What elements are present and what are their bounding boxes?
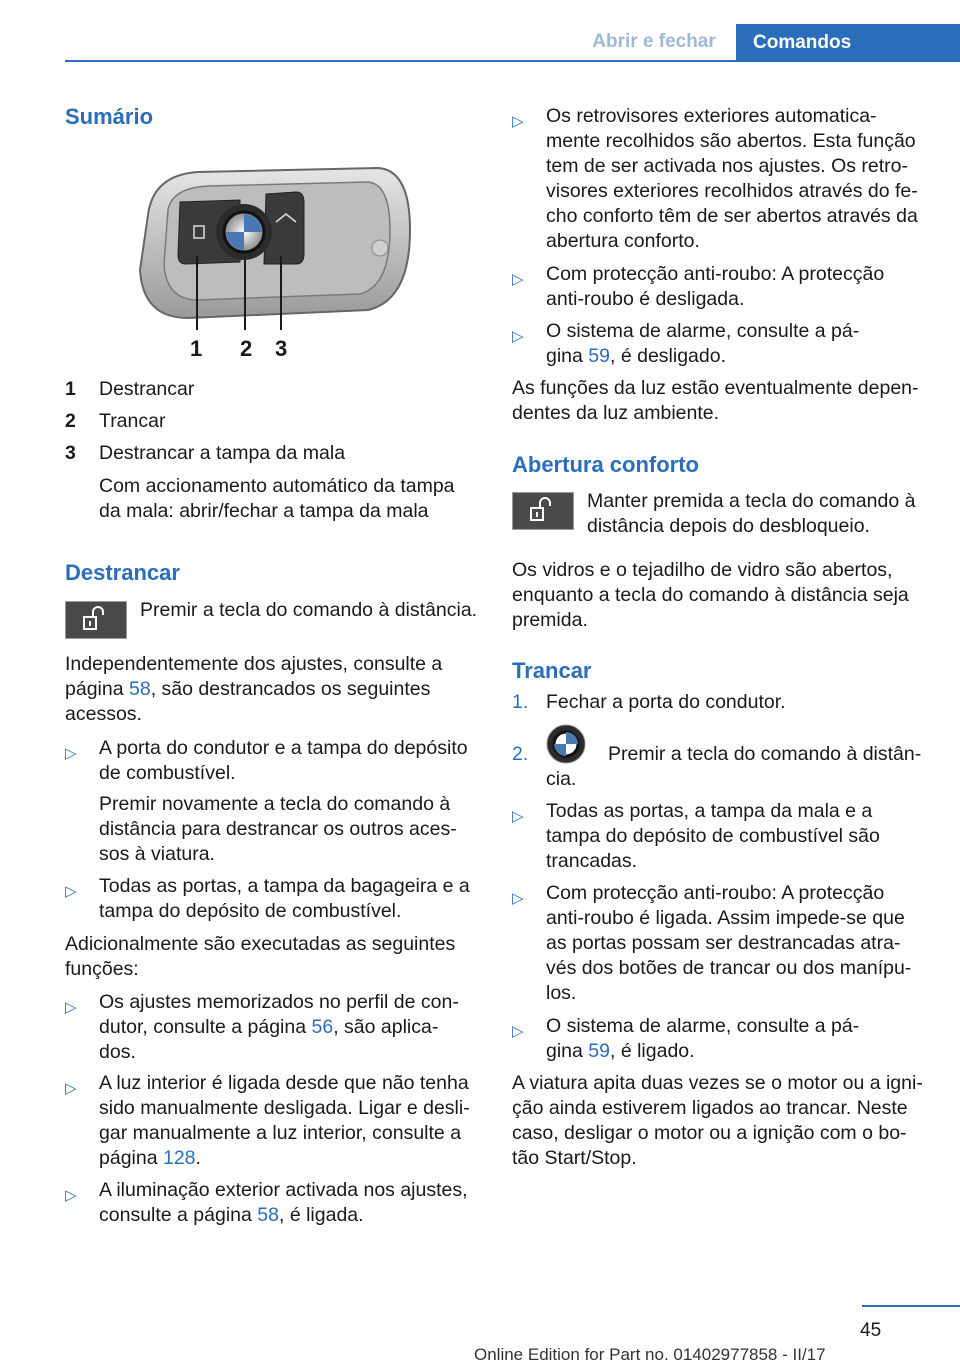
section-title-trancar: Trancar — [512, 658, 592, 683]
callout-3: 3 — [275, 336, 288, 360]
footer-rule — [862, 1305, 960, 1307]
bullet-icon: ▷ — [65, 1187, 77, 1204]
bullet-icon: ▷ — [65, 999, 77, 1016]
bullet-portas-trancadas: Todas as portas, a tampa da mala e a tampa do depósito de combustível são trancadas. — [546, 800, 880, 872]
tab-abrir-e-fechar[interactable]: Abrir e fechar — [592, 31, 716, 52]
list-num-2: 2 — [65, 410, 76, 432]
lock-para: A viatura apita duas vezes se o motor ou a igni- ção ainda estiverem ligados ao trancar. Neste caso, desligar o motor ou a ignição com o bo- tão Start/Stop. — [512, 1072, 923, 1169]
bullet-porta-condutor: A porta do condutor e a tampa do depósito de combustível. — [99, 737, 468, 784]
unlock-para1: Independentemente dos ajustes, consulte a página 58, são destrancados os seguintes acessos. — [65, 653, 443, 725]
bullet-icon: ▷ — [65, 883, 77, 900]
section-title-abertura-conforto: Abertura conforto — [512, 452, 699, 477]
footer-edition: Online Edition for Part no. 01402977858 - II/17 — [474, 1345, 826, 1364]
bullet-icon: ▷ — [65, 745, 77, 762]
page-link-56[interactable]: 56 — [311, 1016, 334, 1038]
bullet-todas-portas: Todas as portas, a tampa da bagageira e a tampa do depósito de combustível. — [99, 875, 470, 922]
bullet-icon: ▷ — [512, 890, 524, 907]
page-link-59[interactable]: 59 — [588, 345, 610, 367]
unlock-para3: As funções da luz estão eventualmente depen- dentes da luz ambiente. — [512, 377, 919, 424]
unlock-button-icon — [65, 601, 127, 639]
list-item-tampa: Destrancar a tampa da mala — [99, 442, 346, 464]
step-premir-tecla: Premir a tecla do comando à distân- cia. — [546, 743, 922, 790]
tab-comandos[interactable]: Comandos — [736, 24, 960, 61]
step-fechar-porta: Fechar a porta do condutor. — [546, 691, 786, 713]
bullet-icon: ▷ — [512, 808, 524, 825]
page-link-59b[interactable]: 59 — [588, 1040, 610, 1062]
section-title-destrancar: Destrancar — [65, 560, 180, 585]
list-num-1: 1 — [65, 378, 76, 400]
bullet-luz-interior: A luz interior é ligada desde que não tenha sido manualmente desligada. Ligar e desli- gar manualmente a luz interior, consulte a página 128. — [99, 1072, 470, 1169]
page-number: 45 — [860, 1320, 882, 1341]
bullet-ajustes-perfil: Os ajustes memorizados no perfil de con- dutor, consulte a página 56, são aplica- dos. — [99, 991, 459, 1063]
callout-1: 1 — [190, 336, 203, 360]
bullet-icon: ▷ — [512, 1023, 524, 1040]
header-rule — [65, 60, 960, 62]
bullet-icon: ▷ — [512, 271, 524, 288]
bullet-anti-roubo-on: Com protecção anti-roubo: A protecção anti-roubo é ligada. Assim impede-se que as portas possam ser destrancadas atra- vés dos botões de trancar ou dos manípu- los. — [546, 882, 912, 1004]
page-link-58b[interactable]: 58 — [257, 1204, 279, 1226]
step-num-1: 1. — [512, 691, 529, 713]
bullet-anti-roubo-off: Com protecção anti-roubo: A protecção anti-roubo é desligada. — [546, 263, 885, 310]
bullet-retrovisores: Os retrovisores exteriores automatica- mente recolhidos são abertos. Esta função tem de ser activada nos ajustes. Os retro- visores exteriores recolhidos através do fe- cho conforto têm de ser abertos através da abertura conforto. — [546, 105, 918, 252]
unlock-button-icon — [512, 492, 574, 530]
callout-2: 2 — [240, 336, 253, 360]
bullet-icon: ▷ — [512, 328, 524, 345]
page-link-58[interactable]: 58 — [128, 678, 151, 700]
unlock-para2: Adicionalmente são executadas as seguintes funções: — [65, 933, 456, 980]
bullet-alarme-off: O sistema de alarme, consulte a pá- gina 59, é desligado. — [546, 320, 860, 367]
unlock-intro: Premir a tecla do comando à distância. — [140, 599, 478, 621]
bullet-iluminacao-exterior: A iluminação exterior activada nos ajustes, consulte a página 58, é ligada. — [99, 1179, 468, 1226]
key-fob-illustration — [128, 160, 418, 360]
comfort-para: Os vidros e o tejadilho de vidro são abertos, enquanto a tecla do comando à distância seja premida. — [512, 559, 909, 631]
step-num-2: 2. — [512, 743, 529, 765]
list-item-trancar: Trancar — [99, 410, 166, 432]
bullet-icon: ▷ — [65, 1080, 77, 1097]
comfort-intro: Manter premida a tecla do comando à distância depois do desbloqueio. — [587, 490, 916, 537]
section-title-sumario: Sumário — [65, 104, 154, 129]
bullet-premir-novamente: Premir novamente a tecla do comando à distância para destrancar os outros aces- sos à viatura. — [99, 793, 457, 865]
list-item-3-detail: Com accionamento automático da tampa da mala: abrir/fechar a tampa da mala — [99, 475, 455, 522]
list-item-destrancar: Destrancar — [99, 378, 195, 400]
bullet-alarme-on: O sistema de alarme, consulte a pá- gina 59, é ligado. — [546, 1015, 860, 1062]
list-num-3: 3 — [65, 442, 76, 464]
bullet-icon: ▷ — [512, 113, 524, 130]
page-link-128[interactable]: 128 — [162, 1147, 196, 1169]
